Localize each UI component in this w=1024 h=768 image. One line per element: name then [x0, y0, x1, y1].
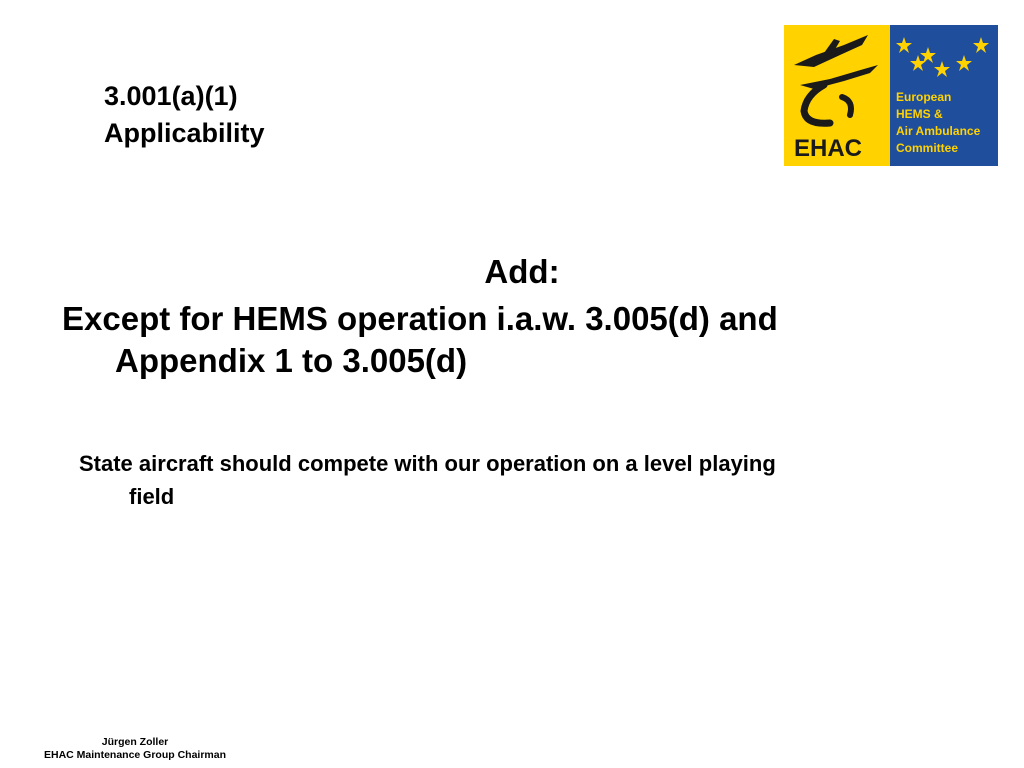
footer-role: EHAC Maintenance Group Chairman	[43, 749, 227, 761]
main-line-1: Except for HEMS operation i.a.w. 3.005(d) and	[62, 300, 778, 337]
slide-title	[104, 78, 265, 152]
note-line-1: State aircraft should compete with our operation on a level playing	[79, 451, 776, 476]
ehac-logo	[784, 25, 998, 166]
logo-line-3: Air Ambulance	[896, 124, 981, 138]
logo-short-name: EHAC	[794, 135, 863, 162]
note-statement	[79, 447, 1009, 513]
logo-line-2: HEMS &	[896, 107, 943, 121]
footer	[20, 736, 250, 762]
main-statement	[62, 298, 962, 382]
main-line-2: Appendix 1 to 3.005(d)	[115, 342, 468, 379]
logo-line-1: European	[896, 90, 952, 104]
footer-name: Jürgen Zoller	[101, 736, 169, 748]
title-line-1: 3.001(a)(1)	[104, 81, 238, 111]
note-line-2: field	[129, 484, 175, 509]
logo-line-4: Committee	[896, 141, 959, 155]
title-line-2: Applicability	[104, 118, 265, 148]
add-heading: Add:	[484, 253, 560, 290]
ehac-logo-graphic	[784, 25, 998, 166]
